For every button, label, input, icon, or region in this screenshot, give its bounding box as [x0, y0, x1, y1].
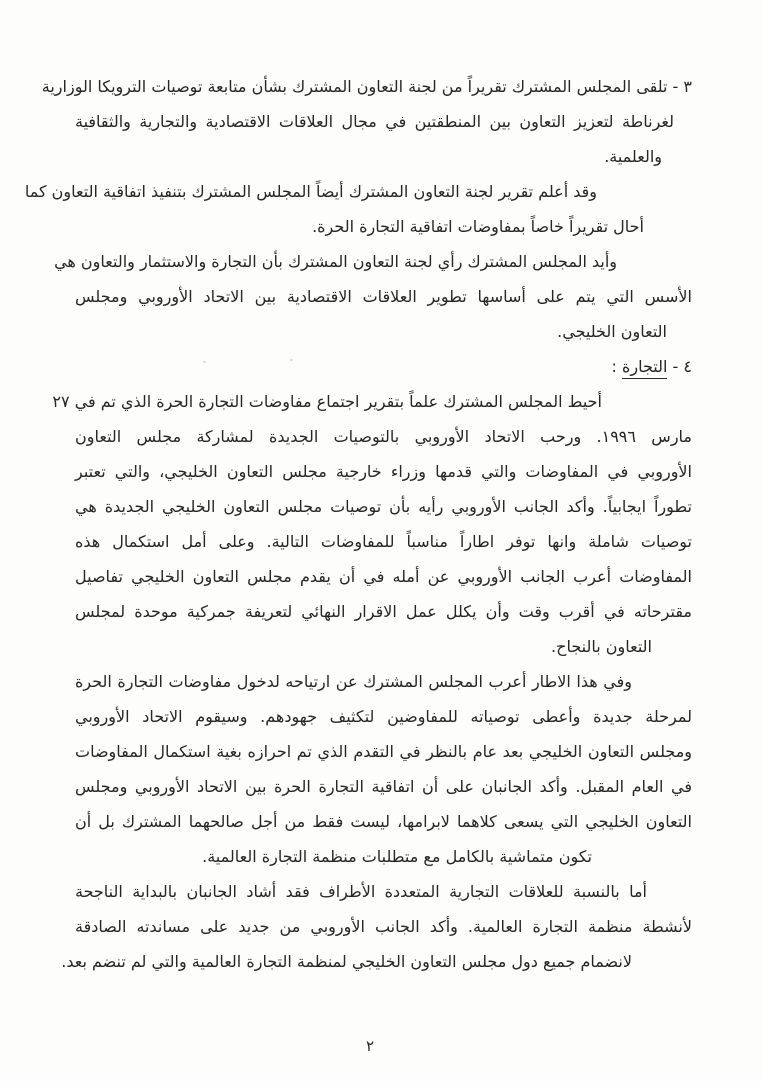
document-body [24, 69, 692, 979]
text-line: في العام المقبل. وأكد الجانبان على أن اتفاقية التجارة الحرة بين الاتحاد الأوروبي ومجلس [75, 777, 692, 796]
text-line: ومجلس التعاون الخليجي بعد عام بالنظر في التقدم الذي تم احرازه بغية استكمال المفاوضات [75, 742, 692, 761]
text-line: المفاوضات أعرب الجانب الأوروبي عن أمله في أن يقدم مجلس التعاون الخليجي تفاصيل [75, 567, 692, 586]
text-line: تطوراً ايجابياً. وأكد الجانب الأوروبي رأيه بأن توصيات مجلس التعاون الخليجي الجديدة هي [75, 497, 692, 516]
text-line: الأسس التي يتم على أساسها تطوير العلاقات الاقتصادية بين الاتحاد الأوروبي ومجلس [75, 287, 692, 306]
text-line: وأيد المجلس المشترك رأي لجنة التعاون المشترك بأن التجارة والاستثمار والتعاون هي [54, 252, 617, 271]
text-line: التعاون الخليجي التي يسعى كلاهما لابرامها، ليست فقط من أجل صالحهما المشترك بل أن [75, 812, 692, 831]
scan-speckle [433, 506, 435, 508]
section-colon: : [611, 357, 622, 376]
text-line: والعلمية. [604, 147, 662, 166]
scan-speckle [290, 359, 293, 361]
text-line: وقد أعلم تقرير لجنة التعاون المشترك أيضاً المجلس المشترك بتنفيذ اتفاقية التعاون كما [24, 182, 597, 201]
section-title: التجارة [622, 357, 667, 379]
text-line: لانضمام جميع دول مجلس التعاون الخليجي لمنظمة التجارة العالمية والتي لم تنضم بعد. [61, 952, 632, 971]
text-line: لأنشطة منظمة التجارة العالمية. وأكد الجانب الأوروبي من جديد على مساندته الصادقة [75, 917, 692, 936]
text-line: أما بالنسبة للعلاقات التجارية المتعددة الأطراف فقد أشاد الجانبان بالبداية الناجحة [75, 882, 647, 901]
text-line: تكون متماشية بالكامل مع متطلبات منظمة التجارة العالمية. [202, 847, 592, 866]
text-line: توصيات شاملة وانها توفر اطاراً مناسباً للمفاوضات التالية. وعلى أمل استكمال هذه [75, 532, 692, 551]
text-line: أحيط المجلس المشترك علماً بتقرير اجتماع مفاوضات التجارة الحرة الذي تم في ٢٧ [52, 392, 602, 411]
text-line: أحال تقريراً خاصاً بمفاوضات اتفاقية التجارة الحرة. [312, 217, 644, 236]
text-line: ٣ - تلقى المجلس المشترك تقريراً من لجنة التعاون المشترك بشأن متابعة توصيات الترويكا الوزارية [41, 77, 692, 96]
text-line: مقترحاته في أقرب وقت وأن يكلل عمل الاقرار النهائي لتعريفة جمركية موحدة لمجلس [75, 602, 692, 621]
text-line: الأوروبي في المفاوضات والتي قدمها وزراء خارجية مجلس التعاون الخليجي، والتي تعتبر [75, 462, 692, 481]
section-number: ٤ - [667, 357, 692, 376]
text-line: وفي هذا الاطار أعرب المجلس المشترك عن ارتياحه لدخول مفاوضات التجارة الحرة [75, 672, 632, 691]
text-line: التعاون الخليجي. [557, 322, 667, 341]
text-line: لمرحلة جديدة وأعطى توصياته للمفاوضين لتكثيف جهودهم. وسيقوم الاتحاد الأوروبي [75, 707, 692, 726]
text-line: التعاون بالنجاح. [551, 637, 652, 656]
section-heading [75, 349, 692, 384]
scan-speckle [203, 361, 206, 363]
text-line: لغرناطة لتعزيز التعاون بين المنطقتين في مجال العلاقات الاقتصادية والتجارية والثقافية [75, 112, 674, 131]
text-line: مارس ١٩٩٦. ورحب الاتحاد الأوروبي بالتوصيات الجديدة لمشاركة مجلس التعاون [75, 427, 692, 446]
page-number: ٢ [365, 1037, 375, 1055]
